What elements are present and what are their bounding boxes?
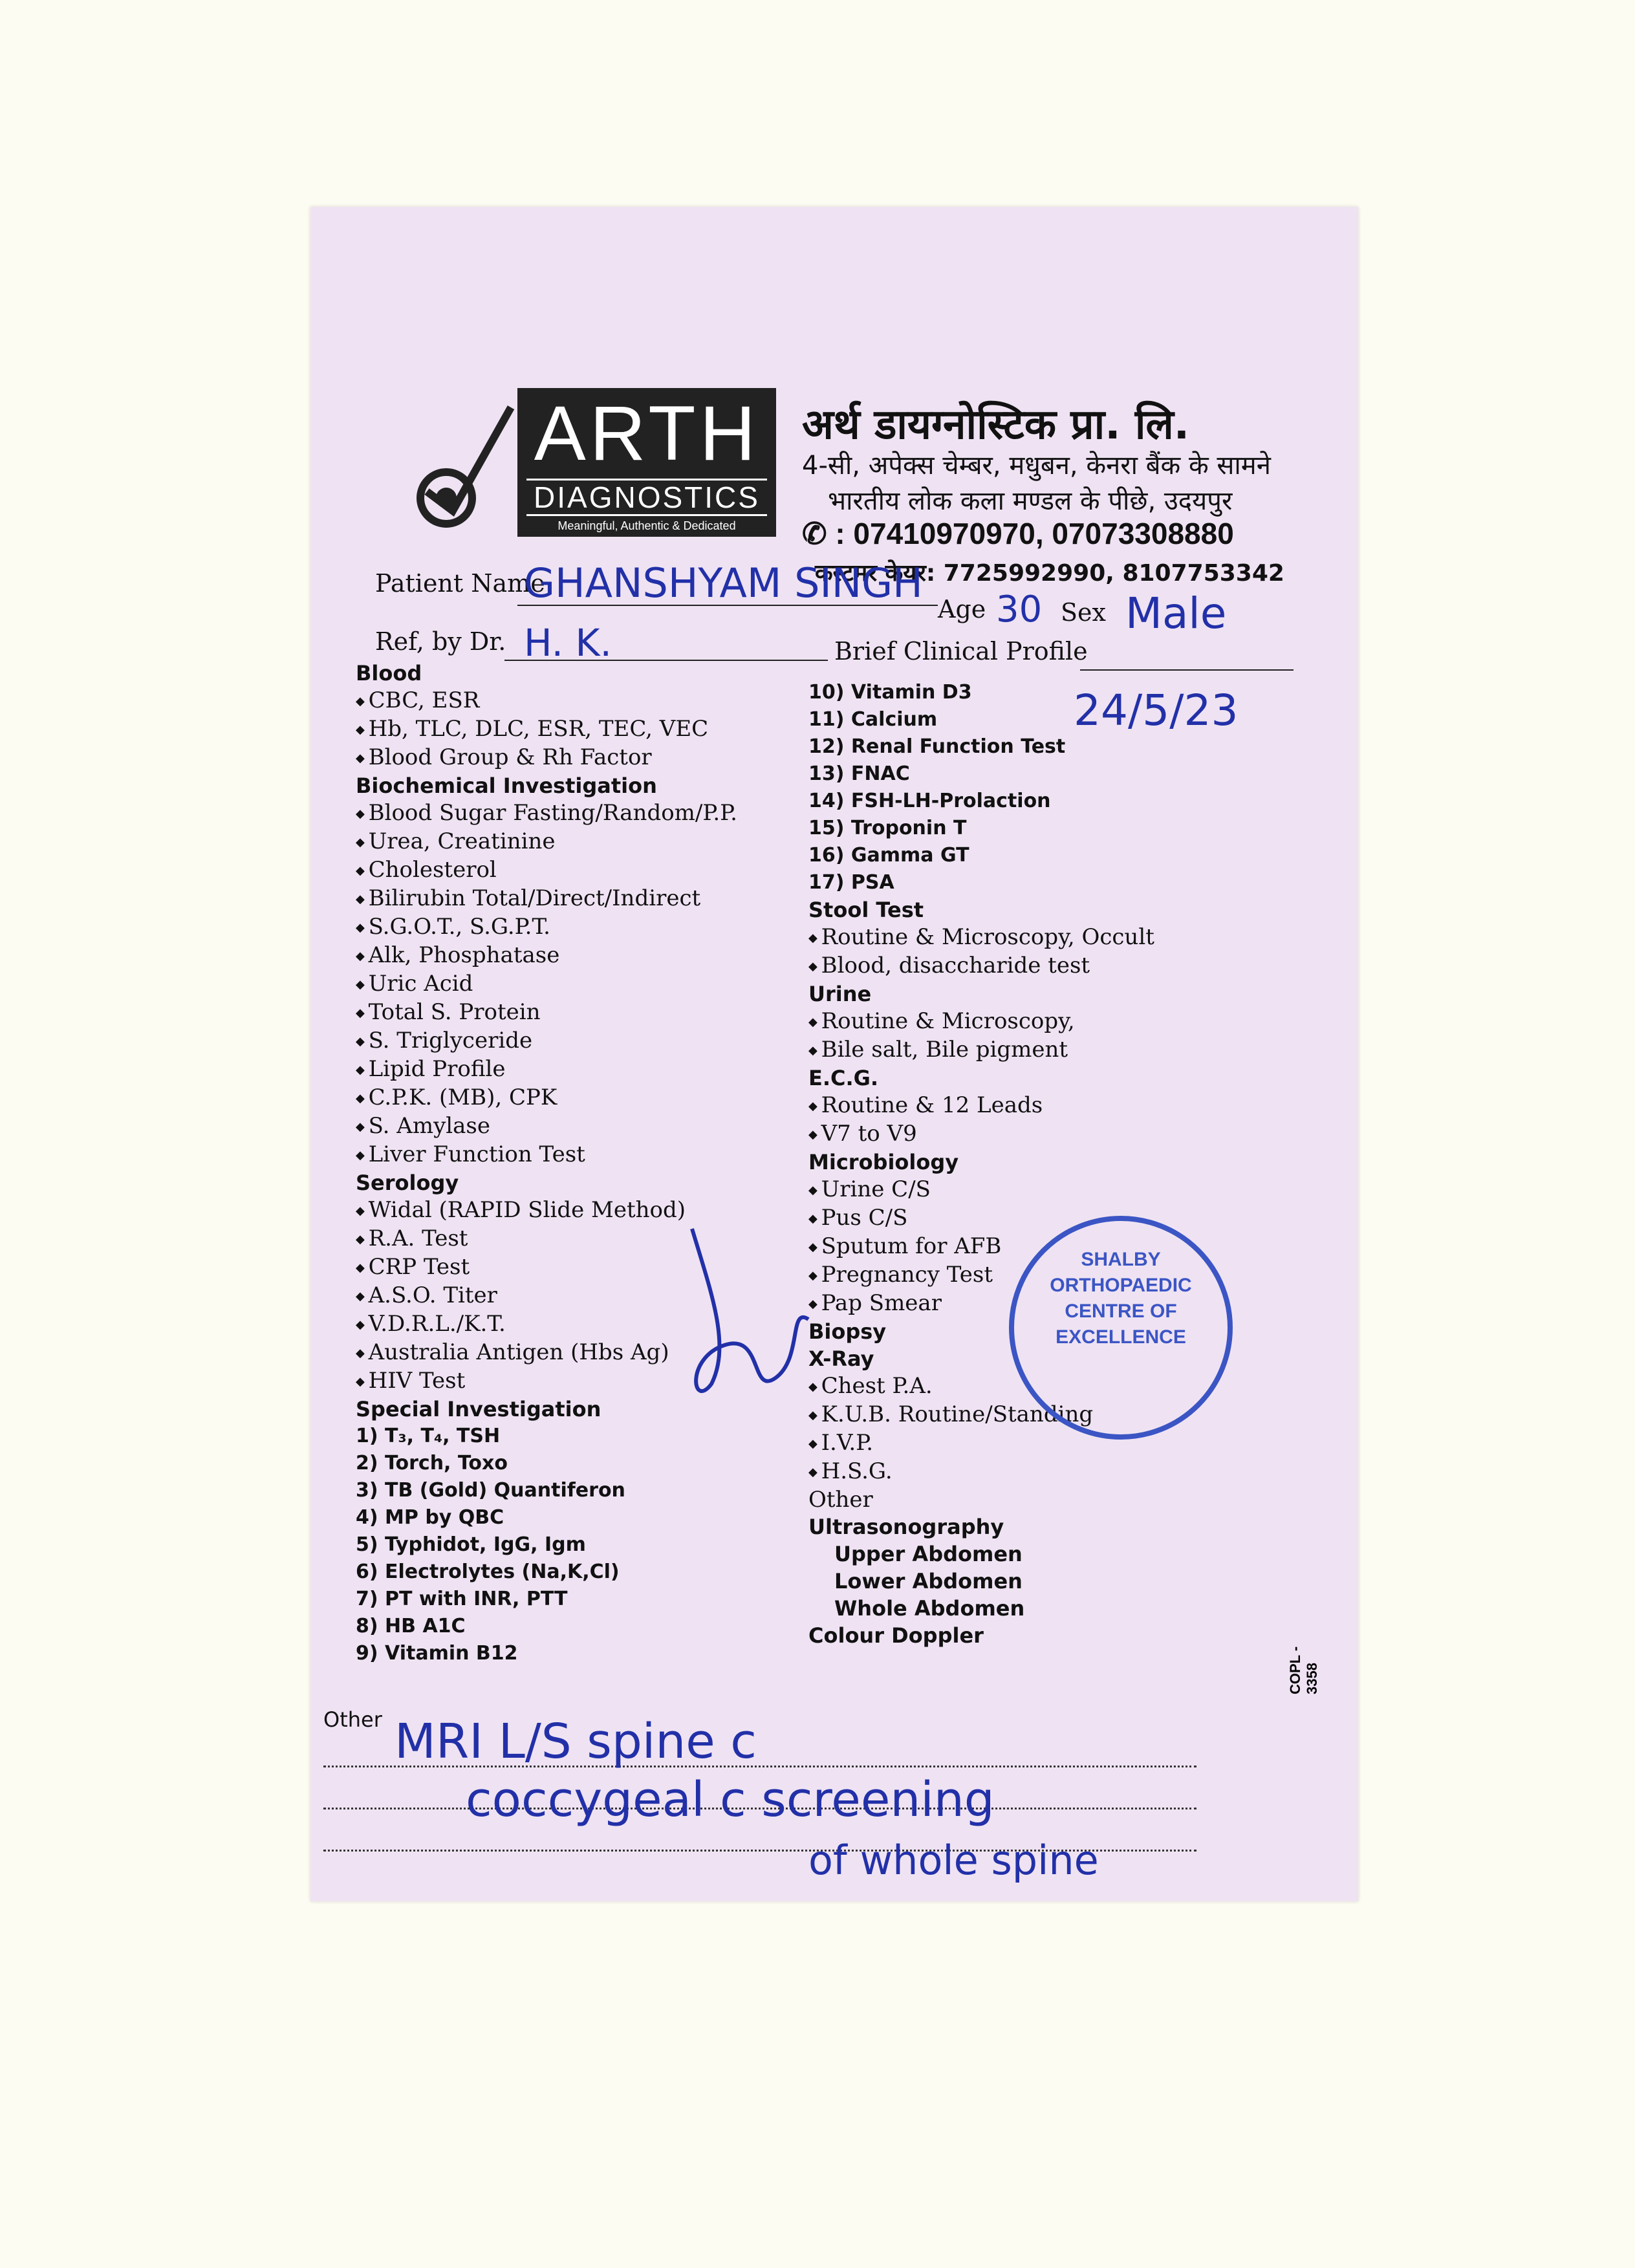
logo-tagline: Meaningful, Authentic & Dedicated — [558, 519, 736, 532]
logo-main-text: ARTH — [534, 390, 760, 477]
right_column-item: Lower Abdomen — [834, 1569, 1023, 1593]
left_column-item: 5) Typhidot, IgG, Igm — [356, 1533, 586, 1556]
right_column-item: Stool Test — [808, 898, 924, 922]
age-value: 30 — [996, 589, 1043, 631]
left_column-item: ◆ R.A. Test — [356, 1225, 808, 1253]
right_column-item: ◆ K.U.B. Routine/Standing — [808, 1401, 1274, 1429]
sex-value: Male — [1125, 589, 1227, 638]
left_column-item: ◆ C.P.K. (MB), CPK — [356, 1084, 808, 1112]
right_column-item: 10) Vitamin D3 — [808, 681, 972, 704]
left_column-item: ◆ Blood Sugar Fasting/Random/P.P. — [356, 799, 808, 828]
right_column-item: ◆ Urine C/S — [808, 1176, 1274, 1204]
left_column-item: 6) Electrolytes (Na,K,Cl) — [356, 1561, 620, 1583]
right_column-item: Other — [808, 1487, 873, 1513]
right_column-item: 13) FNAC — [808, 762, 910, 785]
right-test-column — [808, 679, 1274, 1649]
left_column-item: 1) T₃, T₄, TSH — [356, 1425, 501, 1447]
address-line-2: भारतीय लोक कला मण्डल के पीछे, उदयपुर — [828, 486, 1233, 516]
left_column-item: ◆ Lipid Profile — [356, 1055, 808, 1084]
ref-doctor-label: Ref, by Dr. — [375, 627, 506, 656]
address-line-1: 4-सी, अपेक्स चेम्बर, मधुबन, केनरा बैंक के सामने — [802, 451, 1271, 481]
left_column-item: 4) MP by QBC — [356, 1506, 504, 1529]
signature-icon — [673, 1216, 841, 1423]
right_column-item: ◆ H.S.G. — [808, 1458, 1274, 1486]
left_column-item: ◆ CBC, ESR — [356, 687, 808, 715]
right_column-item: ◆ Routine & 12 Leads — [808, 1092, 1274, 1120]
right_column-item: X-Ray — [808, 1346, 874, 1371]
left-test-column — [356, 660, 808, 1667]
left_column-item: 9) Vitamin B12 — [356, 1642, 518, 1665]
date-value: 24/5/23 — [1074, 686, 1239, 735]
logo-sub-text: DIAGNOSTICS — [526, 479, 767, 516]
patient-name-value: GHANSHYAM SINGH — [524, 559, 923, 607]
right_column-item: Whole Abdomen — [834, 1596, 1025, 1621]
left_column-item: ◆ S. Amylase — [356, 1112, 808, 1141]
right_column-item: 17) PSA — [808, 871, 894, 894]
left_column-item: Biochemical Investigation — [356, 773, 657, 798]
right_column-item: ◆ Pap Smear — [808, 1290, 1274, 1318]
left_column-item: Serology — [356, 1171, 459, 1195]
other-label: Other — [323, 1707, 382, 1732]
right_column-item: Microbiology — [808, 1150, 959, 1174]
left_column-item: ◆ S.G.O.T., S.G.P.T. — [356, 913, 808, 942]
sex-label: Sex — [1061, 598, 1106, 627]
right_column-item: Biopsy — [808, 1319, 887, 1344]
right_column-item: ◆ V7 to V9 — [808, 1120, 1274, 1149]
left_column-item: 2) Torch, Toxo — [356, 1452, 508, 1474]
left_column-item: ◆ Blood Group & Rh Factor — [356, 744, 808, 772]
arth-logo — [517, 388, 776, 537]
age-label: Age — [938, 595, 986, 623]
right_column-item: 16) Gamma GT — [808, 844, 969, 867]
left_column-item: ◆ Cholesterol — [356, 856, 808, 885]
right_column-item: ◆ Pus C/S — [808, 1204, 1274, 1233]
left_column-item: ◆ Hb, TLC, DLC, ESR, TEC, VEC — [356, 715, 808, 744]
requisition-slip — [310, 207, 1358, 1901]
right_column-item: ◆ Routine & Microscopy, Occult — [808, 923, 1274, 952]
phone-numbers: ✆ : 07410970970, 07073308880 — [802, 517, 1234, 550]
right_column-item: 14) FSH-LH-Prolaction — [808, 790, 1051, 812]
left_column-item: ◆ S. Triglyceride — [356, 1027, 808, 1055]
patient-name-label: Patient Name — [375, 569, 545, 598]
left_column-item: ◆ Total S. Protein — [356, 999, 808, 1027]
customer-care: कस्टमर केयर: 7725992990, 8107753342 — [815, 560, 1284, 587]
right_column-item: ◆ Bile salt, Bile pigment — [808, 1036, 1274, 1064]
left_column-item: 7) PT with INR, PTT — [356, 1588, 568, 1610]
right_column-item: ◆ Routine & Microscopy, — [808, 1008, 1274, 1036]
handwritten-other-line-1: MRI L/S spine c — [395, 1714, 757, 1769]
right_column-item: Colour Doppler — [808, 1623, 984, 1648]
left_column-item: ◆ Alk, Phosphatase — [356, 942, 808, 970]
left_column-item: ◆ Widal (RAPID Slide Method) — [356, 1196, 808, 1225]
right_column-item: 12) Renal Function Test — [808, 735, 1066, 758]
clinical-profile-line — [1080, 669, 1294, 671]
left_column-item: Blood — [356, 661, 422, 686]
right_column-item: ◆ Chest P.A. — [808, 1372, 1274, 1401]
handwritten-other-line-2: coccygeal c screening — [466, 1772, 995, 1828]
left_column-item: 3) TB (Gold) Quantiferon — [356, 1479, 625, 1502]
left_column-item: ◆ Urea, Creatinine — [356, 828, 808, 856]
right_column-item: ◆ I.V.P. — [808, 1429, 1274, 1458]
print-code: COPL - 3358 — [1287, 1646, 1320, 1694]
left_column-item: ◆ Uric Acid — [356, 970, 808, 999]
right_column-item: E.C.G. — [808, 1066, 879, 1090]
checkmark-target-logo-icon — [401, 401, 517, 530]
left_column-item: ◆ Australia Antigen (Hbs Ag) — [356, 1339, 808, 1367]
left_column-item: ◆ Liver Function Test — [356, 1141, 808, 1169]
right_column-item: Ultrasonography — [808, 1515, 1004, 1539]
right_column-item: 11) Calcium — [808, 708, 938, 731]
right_column-item: ◆ Pregnancy Test — [808, 1261, 1274, 1290]
shalby-stamp — [1009, 1216, 1233, 1440]
clinical-profile-label: Brief Clinical Profile — [834, 637, 1088, 665]
left_column-item: Special Investigation — [356, 1397, 601, 1421]
company-name-hindi: अर्थ डायग्नोस्टिक प्रा. लि. — [802, 401, 1190, 449]
right_column-item: ◆ Blood, disaccharide test — [808, 952, 1274, 980]
right_column-item: Upper Abdomen — [834, 1542, 1023, 1566]
ref-doctor-value: H. K. — [524, 621, 612, 665]
left_column-item: ◆ HIV Test — [356, 1367, 808, 1396]
left_column-item: ◆ V.D.R.L./K.T. — [356, 1310, 808, 1339]
right_column-item: 15) Troponin T — [808, 817, 967, 839]
right_column-item: Urine — [808, 982, 872, 1006]
handwritten-other-line-3: of whole spine — [808, 1837, 1099, 1884]
left_column-item: ◆ A.S.O. Titer — [356, 1282, 808, 1310]
left_column-item: ◆ CRP Test — [356, 1253, 808, 1282]
left_column-item: ◆ Bilirubin Total/Direct/Indirect — [356, 885, 808, 913]
stamp-text: SHALBY ORTHOPAEDIC CENTRE OF EXCELLENCE — [1050, 1249, 1192, 1348]
left_column-item: 8) HB A1C — [356, 1615, 466, 1637]
right_column-item: ◆ Sputum for AFB — [808, 1233, 1274, 1261]
